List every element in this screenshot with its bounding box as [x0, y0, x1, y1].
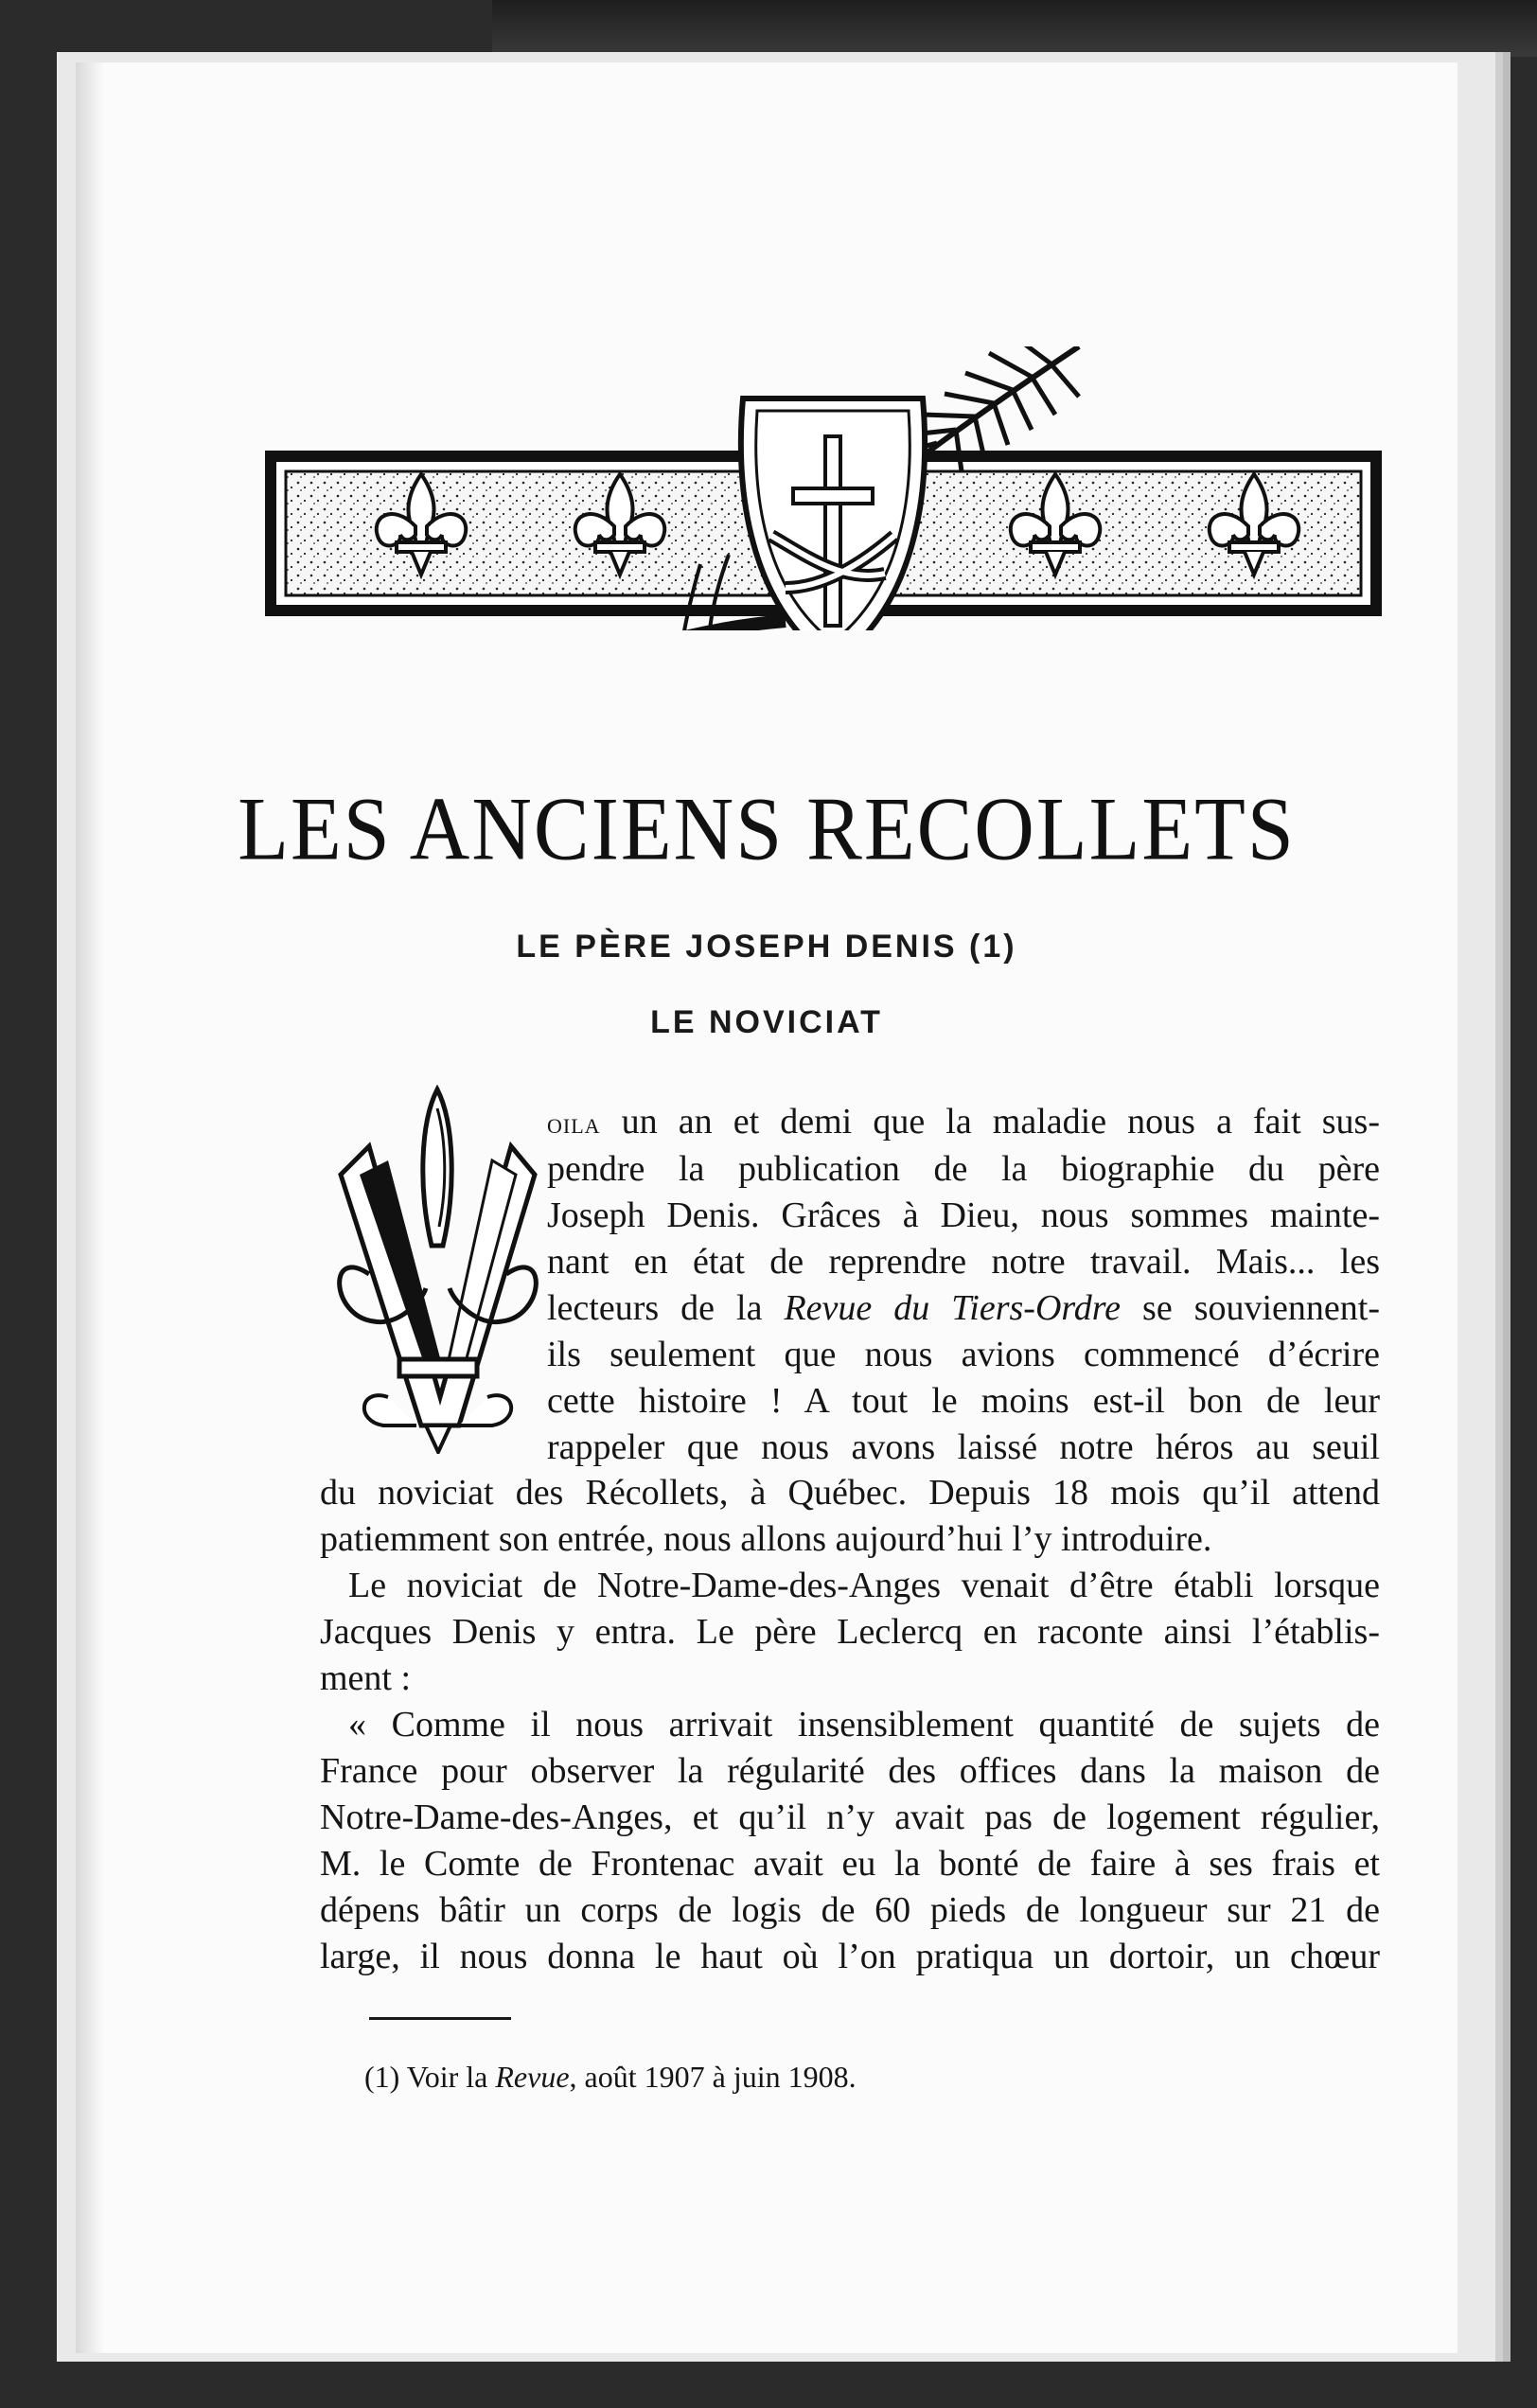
text-line: ment : [320, 1658, 412, 1698]
text-line: lecteurs de la Revue du Tiers-Ordre se souviennent- [547, 1288, 1380, 1328]
footnote-divider [369, 2017, 511, 2020]
text-line: oila un an et demi que la maladie nous a fait sus- [547, 1102, 1380, 1142]
article-subtitle: LE PÈRE JOSEPH DENIS (1) [516, 929, 1017, 965]
text-line: dépens bâtir un corps de logis de 60 pieds de longueur sur 21 de [320, 1890, 1380, 1930]
paragraph-full [320, 1470, 1380, 1980]
text-line: France pour observer la régularité des offices dans la maison de [320, 1751, 1380, 1791]
gutter-shade [76, 62, 104, 2353]
text-line: pendre la publication de la biographie du père [547, 1149, 1380, 1189]
paragraph-indented [547, 1099, 1380, 1471]
text-line: rappeler que nous avons laissé notre héros au seuil [547, 1427, 1380, 1467]
svg-text:V: V [437, 1266, 445, 1277]
page-title: LES ANCIENS RECOLLETS [238, 780, 1296, 879]
banner-svg [256, 346, 1391, 630]
text-line: du noviciat des Récollets, à Québec. Depuis 18 mois qu’il attend [320, 1473, 1380, 1513]
text-line: large, il nous donna le haut où l’on pratiqua un dortoir, un chœur [320, 1937, 1380, 1976]
text-line: Le noviciat de Notre-Dame-des-Anges venait d’être établi lorsque [348, 1566, 1380, 1605]
scan-top-edge [492, 0, 1537, 57]
dropcap-v [331, 1085, 544, 1454]
text-line: nant en état de reprendre notre travail. Mais... les [547, 1242, 1380, 1282]
text-line: « Comme il nous arrivait insensiblement quantité de sujets de [348, 1705, 1380, 1744]
text-line: M. le Comte de Frontenac avait eu la bonté de faire à ses frais et [320, 1844, 1380, 1884]
section-heading: LE NOVICIAT [650, 1004, 883, 1040]
ornamental-banner [256, 346, 1391, 630]
footnote: (1) Voir la Revue, août 1907 à juin 1908. [364, 2060, 857, 2094]
text-line: Notre-Dame-des-Anges, et qu’il n’y avait pas de logement régulier, [320, 1797, 1380, 1837]
text-line: Joseph Denis. Grâces à Dieu, nous sommes mainte- [547, 1195, 1380, 1235]
text-line: Jacques Denis y entra. Le père Leclercq en raconte ainsi l’établis- [320, 1612, 1380, 1652]
text-line: cette histoire ! A tout le moins est-il bon de leur [547, 1381, 1380, 1421]
dropcap-svg [331, 1085, 544, 1454]
text-line: ils seulement que nous avions commencé d’écrire [547, 1335, 1380, 1374]
book-page [76, 62, 1458, 2353]
text-line: patiemment son entrée, nous allons aujourd’hui l’y introduire. [320, 1519, 1212, 1559]
